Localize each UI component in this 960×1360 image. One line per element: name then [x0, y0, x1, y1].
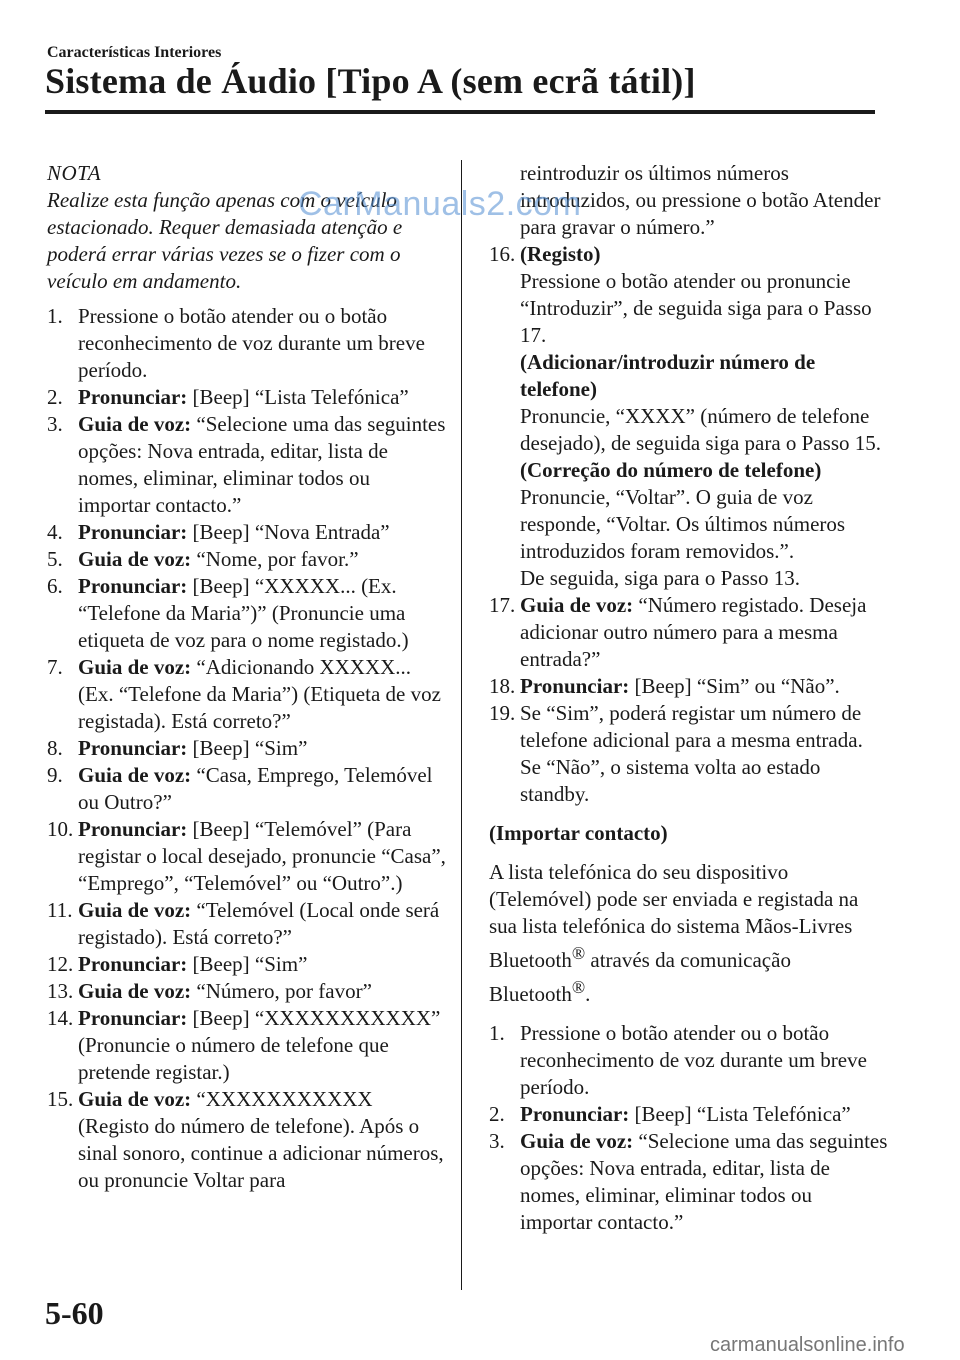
note-label: NOTA: [47, 161, 102, 185]
step-keyword: Guia de voz:: [78, 763, 192, 787]
step-number: 1.: [489, 1021, 505, 1045]
step-keyword: Pronunciar:: [78, 520, 188, 544]
step-keyword: Pronunciar:: [78, 574, 188, 598]
step-14: [47, 1005, 447, 1086]
step-number: 11.: [47, 898, 73, 922]
left-column: [47, 160, 447, 1194]
step-18: [489, 673, 889, 700]
fix-number-text-2: De seguida, siga para o Passo 13.: [520, 566, 800, 590]
step-text: “Casa, Emprego, Telemóvel ou Outro?”: [78, 763, 433, 814]
step-text: “Adicionando XXXXX... (Ex. “Telefone da Maria”) (Etiqueta de voz registada). Está correto?”: [78, 655, 441, 733]
step-text: “Número registado. Deseja adicionar outro número para a mesma entrada?”: [520, 593, 867, 671]
step-number: 3.: [47, 412, 63, 436]
header-rule: [45, 110, 875, 114]
right-column: [489, 160, 889, 1236]
step-keyword: Pronunciar:: [78, 385, 188, 409]
step-number: 7.: [47, 655, 63, 679]
import-step-2: [489, 1101, 889, 1128]
step-text: [Beep] “Lista Telefónica”: [187, 385, 409, 409]
step-11: [47, 897, 447, 951]
step-keyword: Guia de voz:: [78, 898, 192, 922]
step-number: 4.: [47, 520, 63, 544]
section-label: Características Interiores: [47, 44, 222, 61]
step-number: 2.: [489, 1102, 505, 1126]
watermark: CarManuals2.com: [298, 185, 582, 223]
step-text: [Beep] “Sim”: [187, 952, 308, 976]
import-contact-heading: (Importar contacto): [489, 821, 668, 845]
step-keyword: Guia de voz:: [78, 979, 192, 1003]
step-number: 3.: [489, 1129, 505, 1153]
step-19-text: Se “Sim”, poderá registar um número de telefone adicional para a mesma entrada.: [520, 701, 863, 752]
step-text: “XXXXXXXXXXX (Registo do número de telefone). Após o sinal sonoro, continue a adicionar números, ou pronuncie Voltar para: [78, 1087, 444, 1192]
step-number: 10.: [47, 817, 74, 841]
step-keyword: Pronunciar:: [78, 952, 188, 976]
step-text: [Beep] “Telemóvel” (Para registar o local desejado, pronuncie “Casa”, “Emprego”, “Telemóvel” ou “Outro”.): [78, 817, 446, 895]
page-number: 5-60: [45, 1295, 104, 1331]
step-13: [47, 978, 447, 1005]
step-number: 1.: [47, 304, 63, 328]
import-text-end: .: [585, 982, 591, 1006]
step-text: [Beep] “XXXXX... (Ex. “Telefone da Maria”)” (Pronuncie uma etiqueta de voz para o nome registado.): [78, 574, 409, 652]
step-text: [Beep] “Lista Telefónica”: [629, 1102, 851, 1126]
step-keyword: Pronunciar:: [78, 1006, 188, 1030]
step-number: 19.: [489, 701, 516, 725]
step-text: “Número, por favor”: [191, 979, 372, 1003]
note-text: Realize esta função apenas com o veículo estacionado. Requer demasiada atenção e poderá errar várias vezes se o fizer com o veículo em andamento.: [47, 188, 403, 293]
step-number: 5.: [47, 547, 63, 571]
left-steps: [47, 303, 447, 1194]
step-4: [47, 519, 447, 546]
step-number: 14.: [47, 1006, 74, 1030]
step-16-text: Pressione o botão atender ou pronuncie “Introduzir”, de seguida siga para o Passo 17.: [520, 269, 872, 347]
import-step-3: [489, 1128, 889, 1236]
import-steps: [489, 1020, 889, 1236]
step-number: 16.: [489, 242, 516, 266]
step-number: 12.: [47, 952, 74, 976]
step-keyword: Guia de voz:: [78, 655, 192, 679]
step-text: “Selecione uma das seguintes opções: Nova entrada, editar, lista de nomes, eliminar, eliminar todos ou importar contacto.”: [520, 1129, 888, 1234]
step-keyword: Pronunciar:: [78, 736, 188, 760]
step-text: “Selecione uma das seguintes opções: Nova entrada, editar, lista de nomes, eliminar, eliminar todos ou importar contacto.”: [78, 412, 446, 517]
page-title: Sistema de Áudio [Tipo A (sem ecrã tátil)]: [45, 61, 696, 101]
step-19-text-2: Se “Não”, o sistema volta ao estado standby.: [520, 755, 821, 806]
add-number-text: Pronuncie, “XXXX” (número de telefone desejado), de seguida siga para o Passo 15.: [520, 404, 881, 455]
step-number: 9.: [47, 763, 63, 787]
step-text: “Telemóvel (Local onde será registado). Está correto?”: [78, 898, 440, 949]
import-step-1: [489, 1020, 889, 1101]
step-3: [47, 411, 447, 519]
import-contact-paragraph: [489, 859, 889, 1008]
step-keyword: Guia de voz:: [78, 412, 192, 436]
step-12: [47, 951, 447, 978]
fix-number-text: Pronuncie, “Voltar”. O guia de voz responde, “Voltar. Os últimos números introduzidos foram removidos.”.: [520, 485, 846, 563]
step-keyword: Guia de voz:: [520, 593, 634, 617]
step-17: [489, 592, 889, 673]
step-text: [Beep] “Nova Entrada”: [187, 520, 390, 544]
step-16-heading: (Registo): [520, 242, 601, 266]
step-keyword: Guia de voz:: [78, 547, 192, 571]
step-text: “Nome, por favor.”: [191, 547, 359, 571]
step-9: [47, 762, 447, 816]
column-divider: [461, 160, 462, 1290]
step-keyword: Pronunciar:: [78, 817, 188, 841]
step-7: [47, 654, 447, 735]
step-keyword: Guia de voz:: [78, 1087, 192, 1111]
step-text: Pressione o botão atender ou o botão reconhecimento de voz durante um breve período.: [78, 304, 425, 382]
add-number-heading: (Adicionar/introduzir número de telefone): [520, 350, 816, 401]
import-text-2: através da comunicação Bluetooth: [489, 948, 791, 1006]
step-text: [Beep] “Sim”: [187, 736, 308, 760]
step-1: [47, 303, 447, 384]
registered-mark: ®: [571, 977, 586, 997]
step-6: [47, 573, 447, 654]
step-number: 17.: [489, 593, 516, 617]
step-keyword: Pronunciar:: [520, 1102, 630, 1126]
import-text-1: A lista telefónica do seu dispositivo (Telemóvel) pode ser enviada e registada na sua lista telefónica do sistema Mãos-Livres Bluetooth: [489, 860, 859, 972]
step-10: [47, 816, 447, 897]
step-number: 18.: [489, 674, 516, 698]
step-2: [47, 384, 447, 411]
step-text: [Beep] “XXXXXXXXXXX” (Pronuncie o número de telefone que pretende registar.): [78, 1006, 441, 1084]
step-number: 15.: [47, 1087, 74, 1111]
step-number: 8.: [47, 736, 63, 760]
step-number: 6.: [47, 574, 63, 598]
step-text: [Beep] “Sim” ou “Não”.: [629, 674, 840, 698]
step-number: 13.: [47, 979, 74, 1003]
step-keyword: Pronunciar:: [520, 674, 630, 698]
step-15: [47, 1086, 447, 1194]
fix-number-heading: (Correção do número de telefone): [520, 458, 822, 482]
step-number: 2.: [47, 385, 63, 409]
step-16: [489, 241, 889, 592]
step-text: Pressione o botão atender ou o botão reconhecimento de voz durante um breve período.: [520, 1021, 867, 1099]
step-8: [47, 735, 447, 762]
step-keyword: Guia de voz:: [520, 1129, 634, 1153]
registered-mark: ®: [571, 943, 586, 963]
footer-watermark: carmanualsonline.info: [710, 1334, 905, 1356]
step-5: [47, 546, 447, 573]
step-19: [489, 700, 889, 808]
step-text: reintroduzir os últimos números introduzidos, ou pressione o botão Atender para gravar o número.”: [520, 161, 881, 239]
